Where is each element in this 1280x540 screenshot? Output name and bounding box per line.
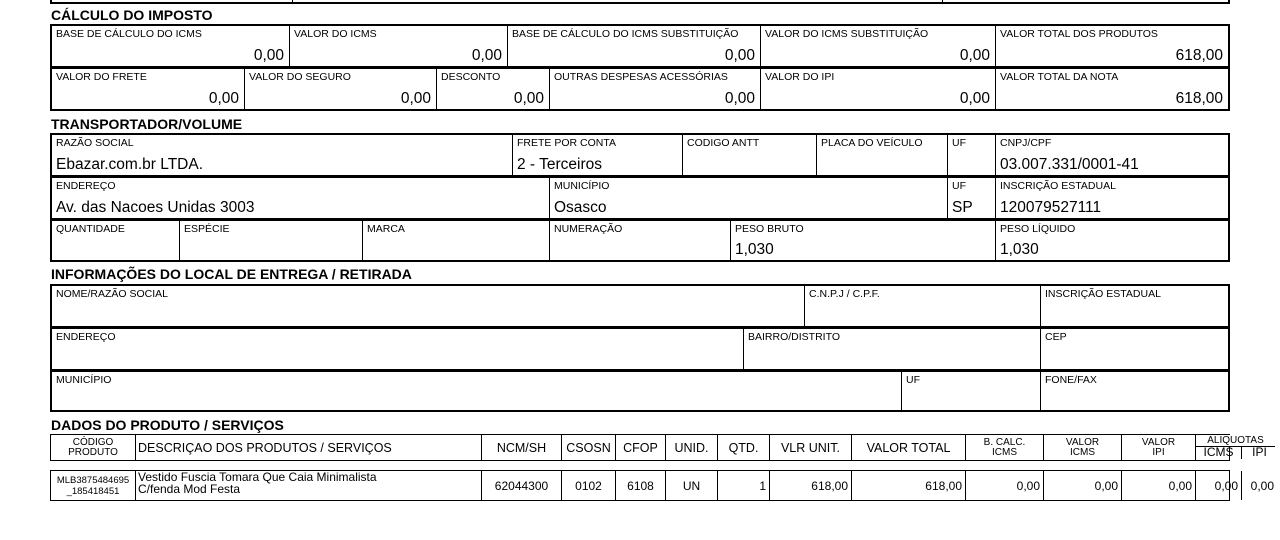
field-value: 0,00 xyxy=(513,90,544,107)
field-value: Osasco xyxy=(554,199,607,216)
imposto-row-2 xyxy=(50,67,1230,111)
field-base-calculo-icms xyxy=(52,26,289,66)
field-municipio xyxy=(52,372,901,410)
field-label: NUMERAÇÃO xyxy=(554,223,623,235)
field-endereco xyxy=(52,178,549,218)
field-label: ENDEREÇO xyxy=(56,180,116,192)
field-label: DESCONTO xyxy=(441,71,501,83)
entrega-row-1 xyxy=(50,284,1230,328)
field-value: 1,030 xyxy=(1000,241,1039,258)
cell-valor-icms: 0,00 xyxy=(1043,471,1121,500)
field-desconto xyxy=(436,69,549,109)
field-value: 0,00 xyxy=(959,90,990,107)
field-label: CNPJ/CPF xyxy=(1000,137,1052,149)
field-value: 0,00 xyxy=(253,47,284,64)
previous-block-remnant xyxy=(50,0,1230,4)
field-label: ENDEREÇO xyxy=(56,331,116,343)
field-label: INSCRIÇÃO ESTADUAL xyxy=(1045,288,1161,300)
field-value: 618,00 xyxy=(1175,47,1223,64)
table-row xyxy=(50,470,1274,501)
field-label: MUNICÍPIO xyxy=(56,374,112,386)
field-uf xyxy=(947,178,995,218)
field-value: 0,00 xyxy=(724,90,755,107)
cell-cfop: 6108 xyxy=(615,471,665,500)
col-header-aliq-ipi: IPI xyxy=(1241,446,1277,459)
field-label: VALOR TOTAL DOS PRODUTOS xyxy=(1000,28,1158,40)
cell-valor-total: 618,00 xyxy=(851,471,965,500)
section-title-calculo-imposto: CÁLCULO DO IMPOSTO xyxy=(51,7,213,23)
field-label: MARCA xyxy=(367,223,405,235)
field-municipio xyxy=(549,178,947,218)
field-label: FRETE POR CONTA xyxy=(517,137,616,149)
col-header-valor-total: VALOR TOTAL xyxy=(851,435,965,460)
field-base-calculo-icms-st xyxy=(507,26,760,66)
field-value: 0,00 xyxy=(959,47,990,64)
field-value: Av. das Nacoes Unidas 3003 xyxy=(56,199,255,216)
field-label: VALOR DO FRETE xyxy=(56,71,147,83)
col-header-vlr-unit: VLR UNIT. xyxy=(769,435,851,460)
field-cnpj-cpf xyxy=(804,286,1040,326)
cell-bcalc-icms: 0,00 xyxy=(965,471,1043,500)
cell-csosn: 0102 xyxy=(561,471,615,500)
field-peso-liquido xyxy=(995,221,1228,260)
field-especie xyxy=(179,221,362,260)
field-label: BAIRRO/DISTRITO xyxy=(748,331,840,343)
field-cnpj-cpf xyxy=(995,135,1228,175)
field-label: VALOR TOTAL DA NOTA xyxy=(1000,71,1119,83)
field-value: SP xyxy=(952,199,973,216)
col-header-descricao: DESCRIÇAO DOS PRODUTOS / SERVIÇOS xyxy=(135,435,481,460)
field-label: BASE DE CÁLCULO DO ICMS xyxy=(56,28,202,40)
field-endereco xyxy=(52,329,743,369)
field-quantidade xyxy=(52,221,179,260)
section-title-local-entrega: INFORMAÇÕES DO LOCAL DE ENTREGA / RETIRADA xyxy=(51,266,412,282)
descricao-line-1: Vestido Fuscia Tomara Que Caia Minimalista xyxy=(138,470,377,484)
descricao-line-2: C/fenda Mod Festa xyxy=(138,482,241,496)
field-value: 2 - Terceiros xyxy=(517,156,602,173)
field-uf xyxy=(947,135,995,175)
cell-qtd: 1 xyxy=(717,471,769,500)
col-header-bcalc-icms: B. CALC. ICMS xyxy=(965,435,1043,460)
field-value: 120079527111 xyxy=(1000,199,1102,216)
cell-codigo xyxy=(51,471,135,500)
field-label: MUNICÍPIO xyxy=(554,180,610,192)
col-header-codigo: CÓDIGO PRODUTO xyxy=(68,436,118,458)
field-label: PESO BRUTO xyxy=(735,223,804,235)
cell-aliq-ipi: 0,00 xyxy=(1241,471,1277,500)
field-valor-ipi xyxy=(760,69,995,109)
col-header-aliq-icms: ICMS xyxy=(1195,446,1241,459)
field-label: QUANTIDADE xyxy=(56,223,125,235)
col-header-ncm: NCM/SH xyxy=(481,435,561,460)
col-header-valor-ipi: VALOR IPI xyxy=(1121,435,1195,460)
field-value: 03.007.331/0001-41 xyxy=(1000,156,1139,173)
field-label: FONE/FAX xyxy=(1045,374,1097,386)
field-label: ESPÉCIE xyxy=(184,223,230,235)
col-header-unid: UNID. xyxy=(665,435,717,460)
transportador-row-3 xyxy=(50,219,1230,262)
field-label: VALOR DO ICMS xyxy=(294,28,377,40)
field-label: PLACA DO VEÍCULO xyxy=(821,137,923,149)
aliquotas-label: ALIQUOTAS xyxy=(1196,435,1275,447)
field-valor-total-nota xyxy=(995,69,1228,109)
field-inscricao-estadual xyxy=(1040,286,1228,326)
field-inscricao-estadual xyxy=(995,178,1228,218)
field-value: 0,00 xyxy=(724,47,755,64)
field-valor-frete xyxy=(52,69,244,109)
field-label: CEP xyxy=(1045,331,1067,343)
field-label: INSCRIÇÃO ESTADUAL xyxy=(1000,180,1116,192)
field-label: UF xyxy=(952,180,966,192)
col-header-valor-icms: VALOR ICMS xyxy=(1043,435,1121,460)
field-numeracao xyxy=(549,221,730,260)
codigo-line-2: _185418451 xyxy=(66,485,120,497)
field-peso-bruto xyxy=(730,221,995,260)
field-bairro-distrito xyxy=(743,329,1040,369)
col-header-cfop: CFOP xyxy=(615,435,665,460)
col-header-qtd: QTD. xyxy=(717,435,769,460)
field-label: PESO LÍQUIDO xyxy=(1000,223,1076,235)
imposto-row-1 xyxy=(50,24,1230,68)
field-label: OUTRAS DESPESAS ACESSÓRIAS xyxy=(554,71,728,83)
field-value: 1,030 xyxy=(735,241,774,258)
field-nome-razao-social xyxy=(52,286,804,326)
cell-aliq-icms: 0,00 xyxy=(1195,471,1241,500)
field-fone-fax xyxy=(1040,372,1228,410)
col-header-csosn: CSOSN xyxy=(561,435,615,460)
field-value: 0,00 xyxy=(471,47,502,64)
field-frete-por-conta xyxy=(512,135,682,175)
cell-descricao xyxy=(135,471,481,500)
field-label: NOME/RAZÃO SOCIAL xyxy=(56,288,169,300)
field-label: UF xyxy=(906,374,920,386)
produtos-header-row xyxy=(50,434,1267,461)
field-label: RAZÃO SOCIAL xyxy=(56,137,134,149)
field-label: UF xyxy=(952,137,966,149)
cell-unid: UN xyxy=(665,471,717,500)
cell-vlr-unit: 618,00 xyxy=(769,471,851,500)
transportador-row-1 xyxy=(50,133,1230,177)
field-outras-despesas xyxy=(549,69,760,109)
entrega-row-3 xyxy=(50,370,1230,412)
field-value: 0,00 xyxy=(208,90,239,107)
section-title-transportador: TRANSPORTADOR/VOLUME xyxy=(51,116,243,132)
field-label: VALOR DO ICMS SUBSTITUIÇÃO xyxy=(765,28,929,40)
field-valor-icms-st xyxy=(760,26,995,66)
field-label: BASE DE CÁLCULO DO ICMS SUBSTITUIÇÃO xyxy=(512,28,739,40)
field-label: CODIGO ANTT xyxy=(687,137,760,149)
transportador-row-2 xyxy=(50,176,1230,220)
entrega-row-2 xyxy=(50,327,1230,371)
cell-valor-ipi: 0,00 xyxy=(1121,471,1195,500)
field-cep xyxy=(1040,329,1228,369)
section-title-produtos: DADOS DO PRODUTO / SERVIÇOS xyxy=(51,417,284,433)
field-value: Ebazar.com.br LTDA. xyxy=(56,156,204,173)
field-placa-veiculo xyxy=(816,135,947,175)
field-value: 618,00 xyxy=(1175,90,1223,107)
field-valor-icms xyxy=(289,26,507,66)
field-codigo-antt xyxy=(682,135,816,175)
field-valor-seguro xyxy=(244,69,436,109)
cell-ncm: 62044300 xyxy=(481,471,561,500)
field-label: VALOR DO SEGURO xyxy=(249,71,351,83)
field-label: VALOR DO IPI xyxy=(765,71,835,83)
field-razao-social xyxy=(52,135,512,175)
field-label: C.N.P.J / C.P.F. xyxy=(809,288,880,300)
field-marca xyxy=(362,221,549,260)
field-uf xyxy=(901,372,1040,410)
codigo-line-1: MLB3875484695 xyxy=(56,474,130,486)
field-valor-total-produtos xyxy=(995,26,1228,66)
field-value: 0,00 xyxy=(400,90,431,107)
